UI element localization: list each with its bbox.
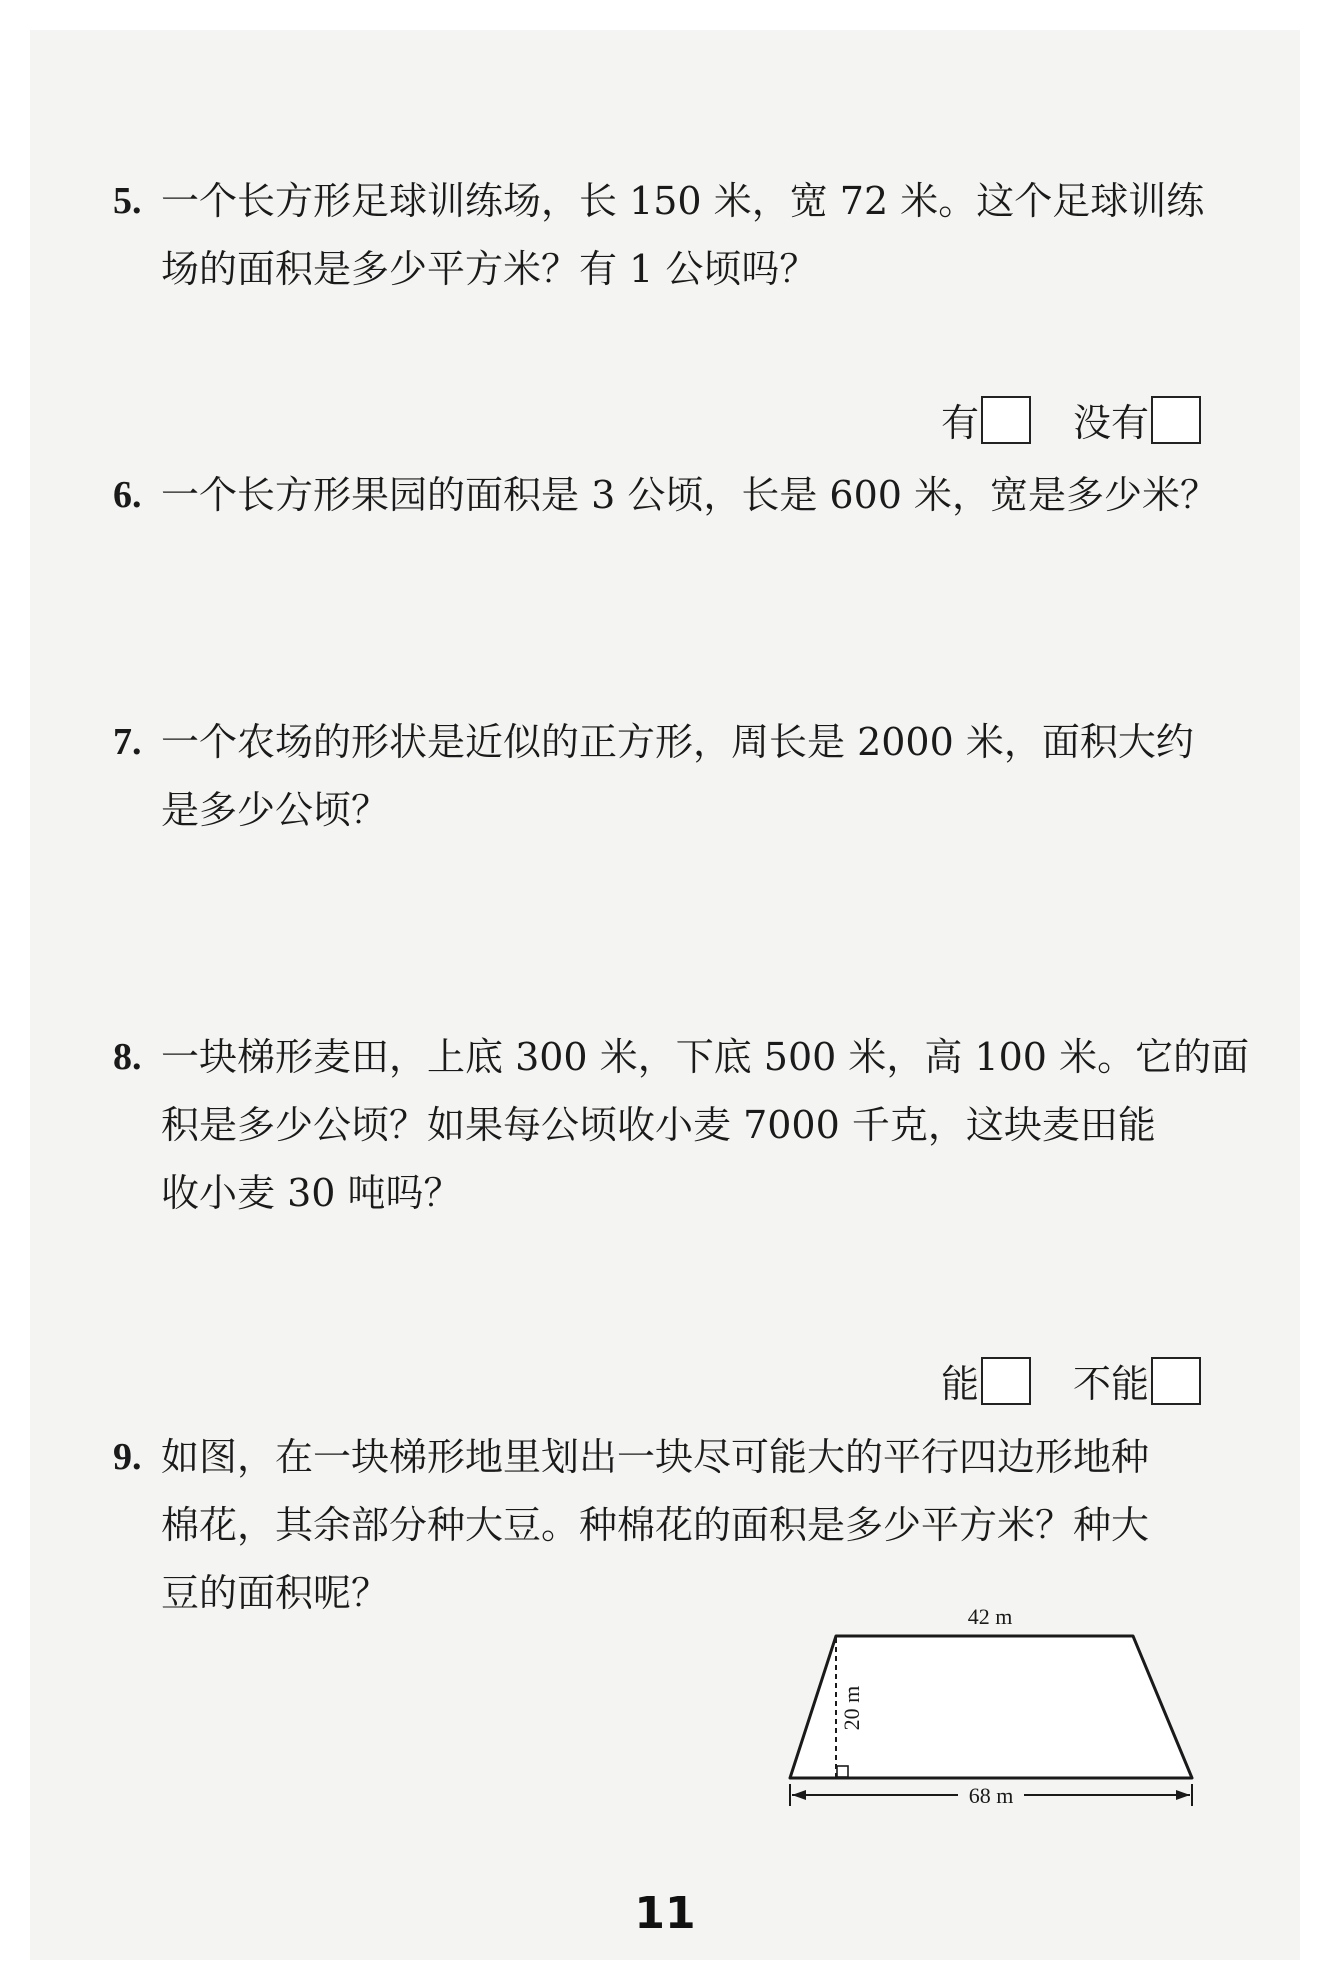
trapezoid-figure [780, 1598, 1200, 1823]
checkbox[interactable] [1151, 1357, 1201, 1405]
problem-text-line: 如图，在一块梯形地里划出一块尽可能大的平行四边形地种 [161, 1435, 1150, 1479]
option-can [941, 1353, 1031, 1408]
option-cannot [1073, 1353, 1201, 1408]
problem-number: 8. [113, 1036, 142, 1078]
problem-number: 6. [113, 474, 142, 516]
height-label: 20 m [839, 1685, 864, 1731]
problem-text-line: 是多少公顷？ [161, 788, 390, 832]
problem-text-line: 积是多少公顷？如果每公顷收小麦 7000 千克，这块麦田能 [161, 1103, 1156, 1147]
problem-number: 9. [113, 1436, 142, 1478]
arrowhead-left [792, 1790, 806, 1800]
answer-options-8 [941, 1353, 1201, 1408]
problem-text-line: 一个长方形足球训练场，长 150 米，宽 72 米。这个足球训练 [161, 179, 1205, 223]
option-label: 有 [940, 401, 979, 445]
problem-text-line: 一块梯形麦田，上底 300 米，下底 500 米，高 100 米。它的面 [161, 1035, 1250, 1079]
option-yes [941, 392, 1031, 447]
option-label: 能 [940, 1362, 979, 1406]
checkbox[interactable] [1151, 396, 1201, 444]
problem-text-line: 收小麦 30 吨吗？ [161, 1171, 462, 1215]
answer-options-5 [941, 392, 1201, 447]
top-base-label: 42 m [967, 1604, 1013, 1629]
bottom-base-label: 68 m [968, 1783, 1014, 1808]
problem-text-line: 一个农场的形状是近似的正方形，周长是 2000 米，面积大约 [161, 720, 1194, 764]
option-label: 没有 [1072, 401, 1149, 445]
problem-text-line: 一个长方形果园的面积是 3 公顷，长是 600 米，宽是多少米？ [161, 473, 1219, 517]
arrowhead-right [1176, 1790, 1190, 1800]
checkbox[interactable] [981, 396, 1031, 444]
problem-text-line: 豆的面积呢？ [161, 1571, 390, 1615]
checkbox[interactable] [981, 1357, 1031, 1405]
problem-number: 5. [113, 180, 142, 222]
option-no [1073, 392, 1201, 447]
option-label: 不能 [1072, 1362, 1149, 1406]
problem-number: 7. [113, 721, 142, 763]
problem-text-line: 棉花，其余部分种大豆。种棉花的面积是多少平方米？种大 [161, 1503, 1150, 1547]
problem-text-line: 场的面积是多少平方米？有 1 公顷吗？ [161, 247, 818, 291]
page-number: 11 [634, 1888, 696, 1939]
